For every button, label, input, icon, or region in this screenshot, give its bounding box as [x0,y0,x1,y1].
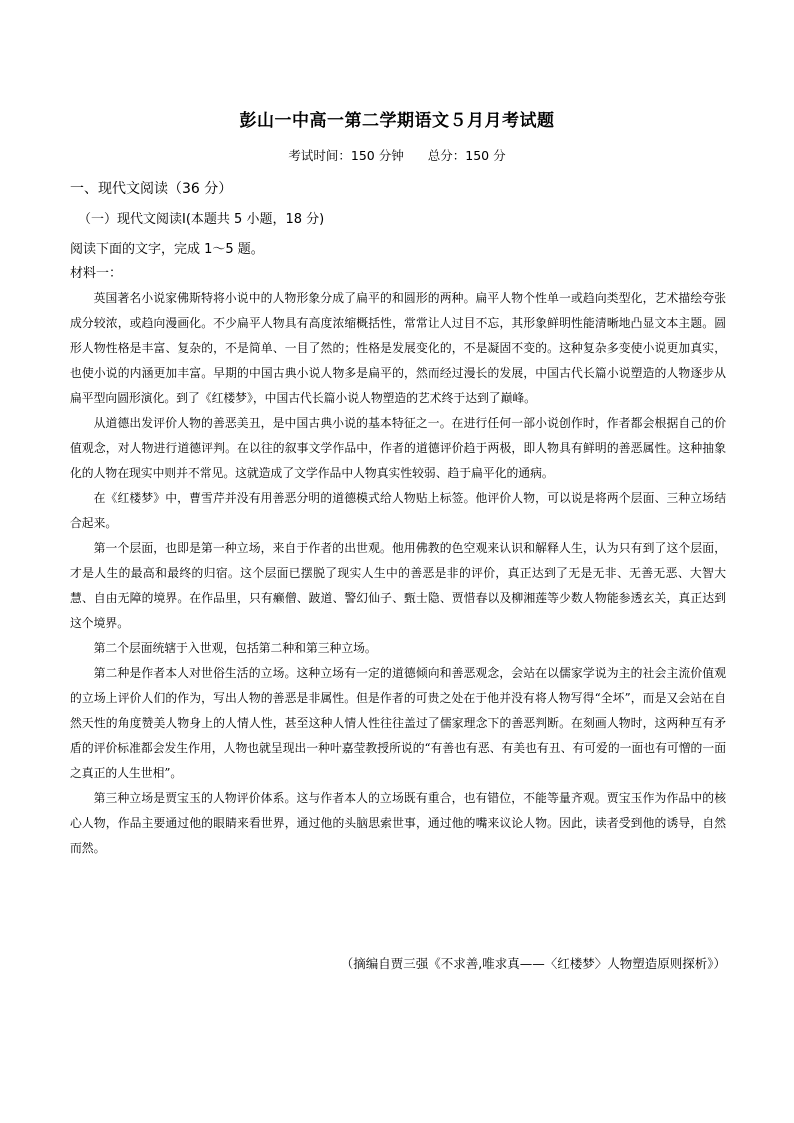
exam-time: 考试时间：150 分钟 [288,148,404,163]
passage-paragraph: 第二种是作者本人对世俗生活的立场。这种立场有一定的道德倾向和善恶观念，会站在以儒家学说为主的社会主流价值观的立场上评价人们的作为，写出人物的善恶是非属性。但是作者的可贵之处在于他并没有将人物写得“全坏”，而是又会站在自然天性的角度赞美人物身上的人情人性，甚至这种人情人性往往盖过了儒家理念下的善恶判断。在刻画人物时，这两种互有矛盾的评价标准都会发生作用，人物也就呈现出一种叶嘉莹教授所说的“有善也有恶、有美也有丑、有可爱的一面也有可憎的一面之真正的人生世相”。 [70,666,726,780]
material-label: 材料一： [70,266,123,281]
reading-passage [70,286,726,861]
exam-total-score: 总分：150 分 [427,148,506,163]
passage-paragraph: 第三种立场是贾宝玉的人物评价体系。这与作者本人的立场既有重合，也有错位，不能等量齐观。贾宝玉作为作品中的核心人物，作品主要通过他的眼睛来看世界，通过他的头脑思索世事，通过他的嘴来议论人物。因此，读者受到他的诱导，自然而然。 [70,791,726,855]
subsection-heading: （一）现代文阅读Ⅰ(本题共 5 小题，18 分) [78,212,325,227]
passage-paragraph: 第一个层面，也即是第一种立场，来自于作者的出世观。他用佛教的色空观来认识和解释人生，认为只有到了这个层面，才是人生的最高和最终的归宿。这个层面已摆脱了现实人生中的善恶是非的评价，真正达到了无是无非、无善无恶、大智大慧、自由无障的境界。在作品里，只有癞僧、跛道、警幻仙子、甄士隐、贾惜春以及柳湘莲等少数人物能参透玄关，真正达到这个境界。 [70,541,726,630]
section-heading: 一、现代文阅读（36 分） [70,181,233,197]
passage-paragraph: 在《红楼梦》中，曹雪芹并没有用善恶分明的道德模式给人物贴上标签。他评价人物，可以说是将两个层面、三种立场结合起来。 [70,491,726,530]
exam-info [0,146,794,164]
passage-paragraph: 第二个层面统辖于入世观，包括第二种和第三种立场。 [93,641,377,655]
passage-paragraph: 英国著名小说家佛斯特将小说中的人物形象分成了扁平的和圆形的两种。扁平人物个性单一或趋向类型化，艺术描绘夸张成分较浓，或趋向漫画化。不少扁平人物具有高度浓缩概括性，常常让人过目不忘，其形象鲜明性能清晰地凸显文本主题。圆形人物性格是丰富、复杂的，不是简单、一目了然的；性格是发展变化的，不是凝固不变的。这种复杂多变使小说更加真实，也使小说的内涵更加丰富。早期的中国古典小说人物多是扁平的，然而经过漫长的发展，中国古代长篇小说塑造的人物逐步从扁平型向圆形演化。到了《红楼梦》，中国古代长篇小说人物塑造的艺术终于达到了巅峰。 [70,291,726,405]
reading-instruction: 阅读下面的文字，完成 1～5 题。 [70,242,264,257]
passage-paragraph: 从道德出发评价人物的善恶美丑，是中国古典小说的基本特征之一。在进行任何一部小说创作时，作者都会根据自己的价值观念，对人物进行道德评判。在以往的叙事文学作品中，作者的道德评价趋于两极，即人物具有鲜明的善恶属性。这种抽象化的人物在现实中则并不常见。这就造成了文学作品中人物真实性较弱、趋于扁平化的通病。 [70,416,726,480]
passage-source: （摘编自贾三强《不求善,唯求真——〈红楼梦〉人物塑造原则探析》） [340,956,726,971]
exam-title: 彭山一中高一第二学期语文５月月考试题 [239,111,555,131]
